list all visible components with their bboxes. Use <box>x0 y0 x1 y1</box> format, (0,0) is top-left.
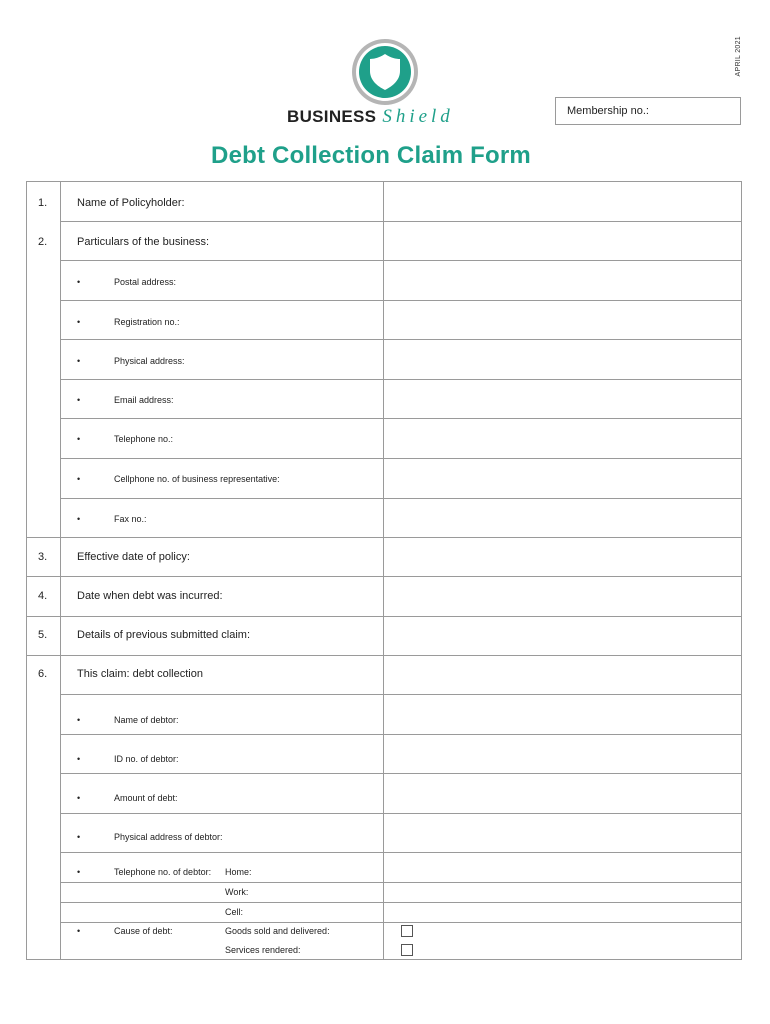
form-row[interactable]: • Name of debtor: <box>27 695 741 735</box>
item-label: Effective date of policy: <box>77 551 190 563</box>
form-row[interactable] <box>27 538 741 577</box>
page-title: Debt Collection Claim Form <box>211 142 531 169</box>
services-rendered-checkbox[interactable] <box>401 944 413 956</box>
item-label: Cellphone no. of business representative: <box>114 474 280 484</box>
item-label: Name of debtor: <box>114 715 179 725</box>
membership-number-field[interactable] <box>555 97 741 125</box>
item-label: Email address: <box>114 395 174 405</box>
claim-form-table <box>26 181 742 960</box>
item-label: ID no. of debtor: <box>114 754 179 764</box>
item-label: Particulars of the business: <box>77 236 210 248</box>
form-row[interactable]: • ID no. of debtor: <box>27 735 741 774</box>
membership-label: Membership no.: <box>567 105 649 117</box>
item-label: Date when debt was incurred: <box>77 590 223 602</box>
form-row[interactable]: • Email address: <box>27 380 741 419</box>
item-label: Telephone no.: <box>114 434 174 444</box>
form-row[interactable] <box>27 577 741 617</box>
form-row[interactable]: • Fax no.: <box>27 499 741 538</box>
form-row[interactable] <box>27 617 741 656</box>
telephone-label: Telephone no. of debtor: <box>114 867 212 877</box>
item-label: Registration no.: <box>114 317 180 327</box>
telephone-cell-row[interactable] <box>27 903 741 923</box>
form-row[interactable] <box>27 182 741 222</box>
form-row[interactable]: • Registration no.: <box>27 301 741 340</box>
form-row[interactable]: • Postal address: <box>27 261 741 301</box>
item-label: Name of Policyholder: <box>77 197 185 209</box>
item-label: Fax no.: <box>114 514 147 524</box>
services-rendered-row <box>27 943 741 960</box>
telephone-home-label: Home: <box>225 867 252 877</box>
cause-of-debt-label: Cause of debt: <box>114 926 173 936</box>
item-number: 4. <box>38 590 48 602</box>
form-row[interactable]: • Telephone no.: <box>27 419 741 459</box>
item-label: Physical address: <box>114 356 185 366</box>
telephone-work-row[interactable] <box>27 883 741 903</box>
form-row[interactable] <box>27 656 741 695</box>
item-number: 6. <box>38 668 48 680</box>
item-label: Physical address of debtor: <box>114 832 223 842</box>
item-label: Postal address: <box>114 277 177 287</box>
goods-sold-label: Goods sold and delivered: <box>225 926 330 936</box>
item-label: Details of previous submitted claim: <box>77 629 251 641</box>
brand-word-business: BUSINESS <box>287 107 377 126</box>
telephone-work-label: Work: <box>225 887 249 897</box>
brand-wordmark <box>287 106 454 128</box>
form-row[interactable]: • Physical address of debtor: <box>27 814 741 853</box>
cause-of-debt-row: • Cause of debt: Goods sold and delivered: <box>27 923 741 943</box>
item-label: This claim: debt collection <box>77 668 203 680</box>
brand-word-shield: Shield <box>382 106 454 127</box>
form-row[interactable]: • Amount of debt: <box>27 774 741 814</box>
item-number: 5. <box>38 629 48 641</box>
item-number: 1. <box>38 197 48 209</box>
form-date-label: APRIL 2021 <box>735 36 742 77</box>
item-number: 3. <box>38 551 48 563</box>
shield-logo-icon <box>351 38 419 106</box>
item-number: 2. <box>38 236 48 248</box>
form-row[interactable]: • Physical address: <box>27 340 741 380</box>
form-row[interactable]: • Cellphone no. of business representative: <box>27 459 741 499</box>
telephone-home-row[interactable]: • Telephone no. of debtor: Home: <box>27 853 741 883</box>
form-row[interactable] <box>27 222 741 261</box>
services-rendered-label: Services rendered: <box>225 945 301 955</box>
telephone-cell-label: Cell: <box>225 907 244 917</box>
goods-sold-checkbox[interactable] <box>401 925 413 937</box>
item-label: Amount of debt: <box>114 793 178 803</box>
